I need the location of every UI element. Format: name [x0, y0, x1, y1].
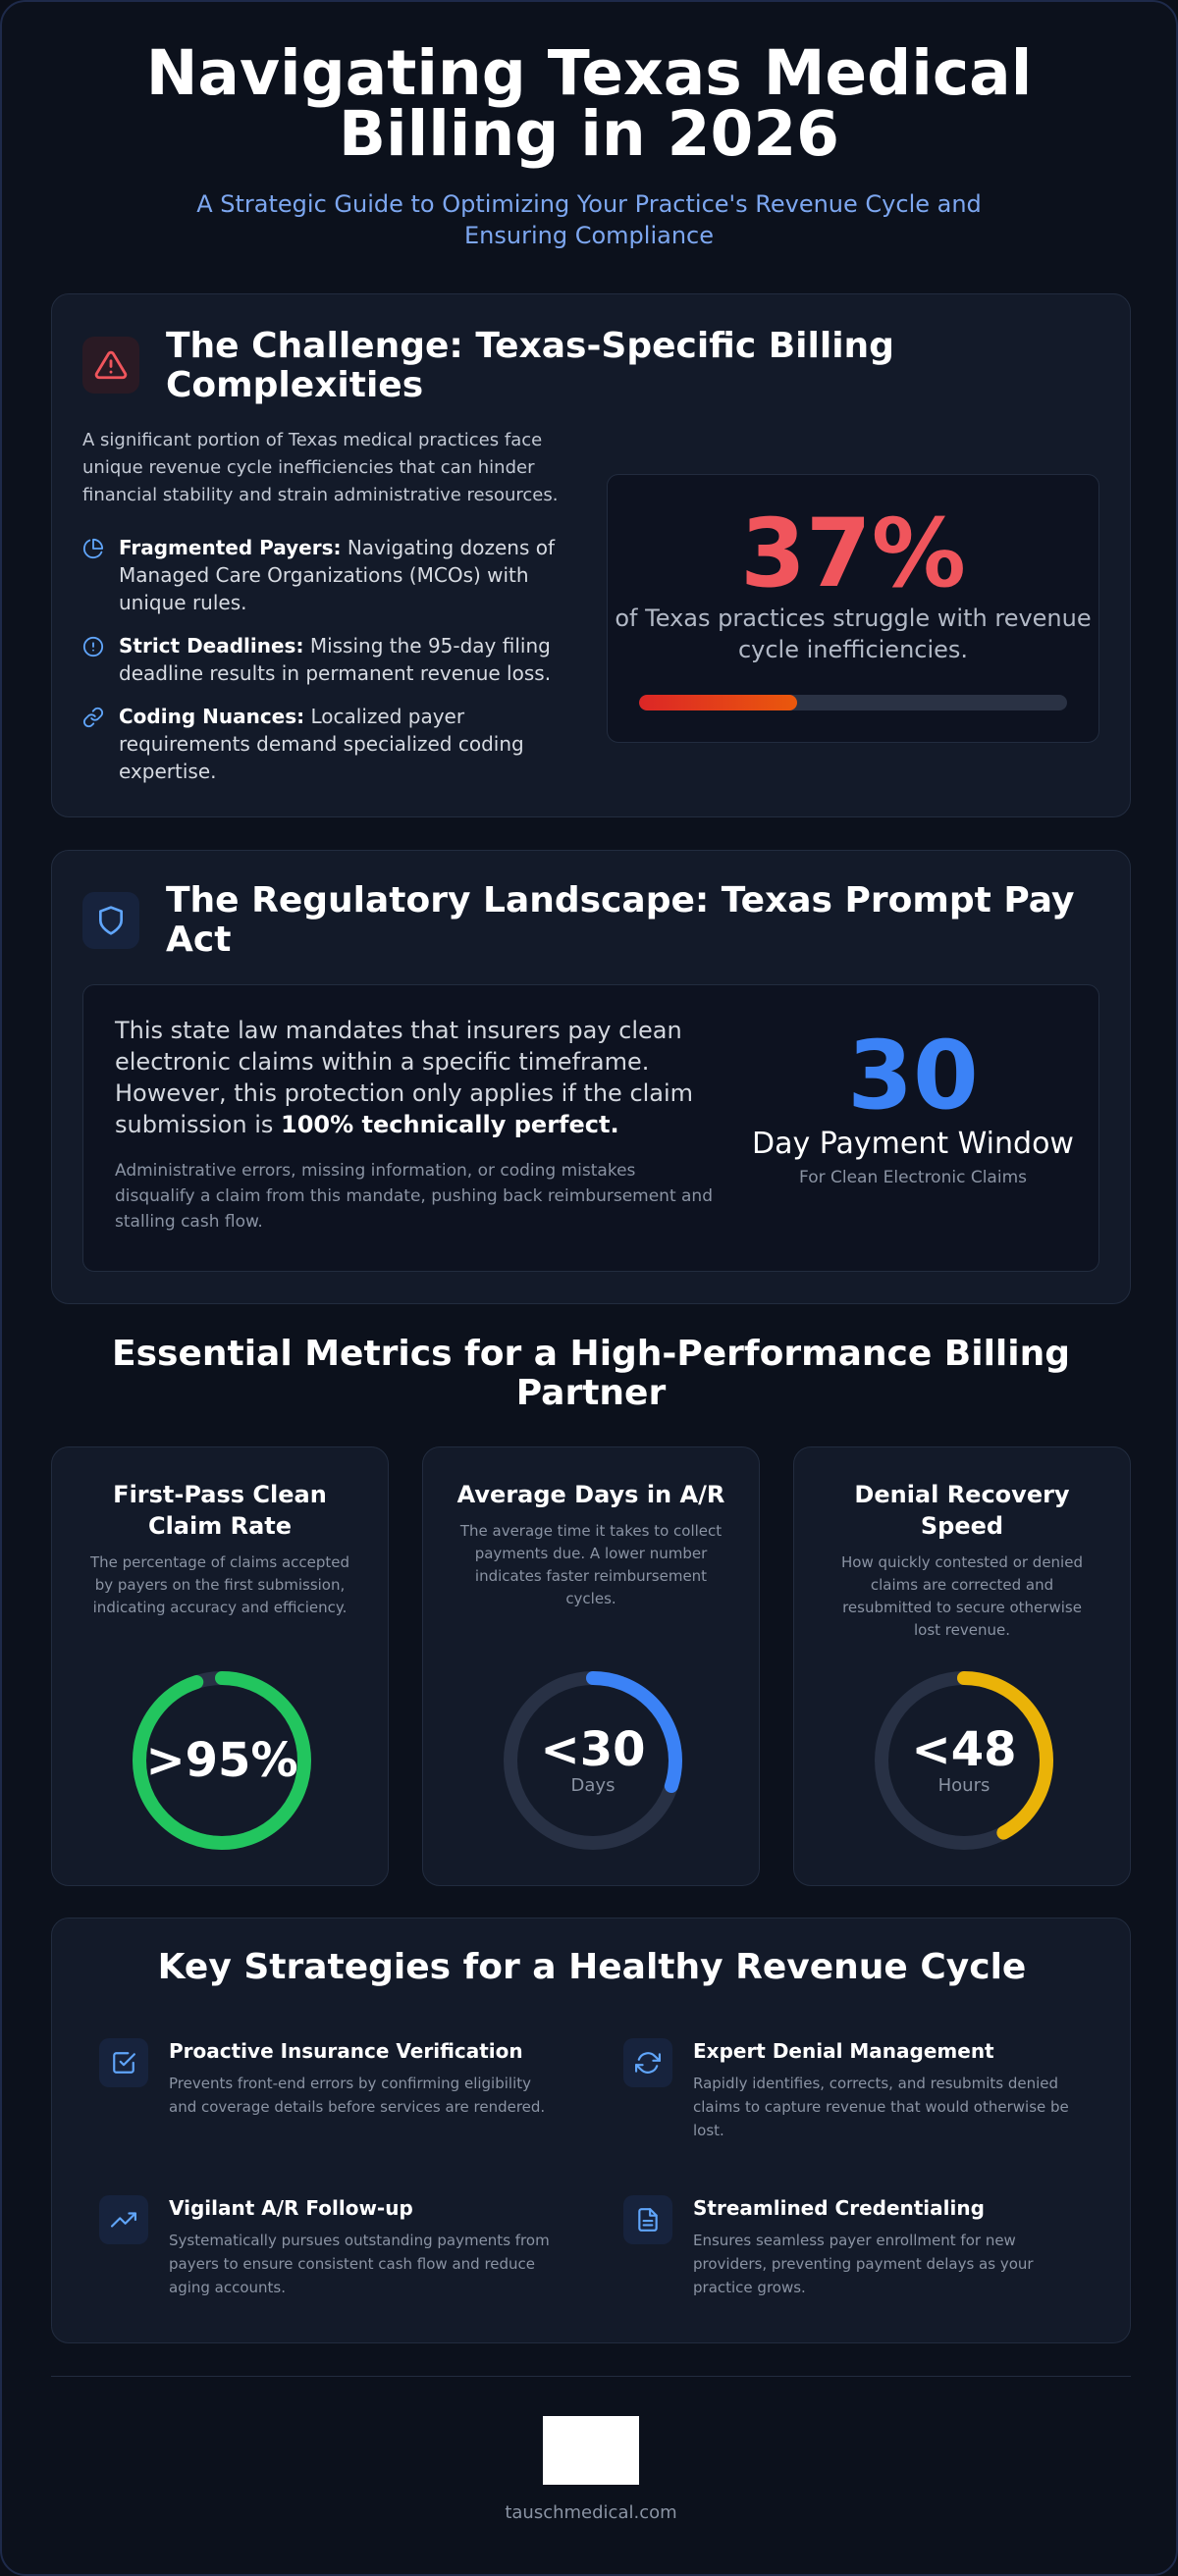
bullet-label: Coding Nuances:	[119, 705, 305, 728]
strategy-title: Streamlined Credentialing	[693, 2196, 985, 2220]
metric-value: <48	[911, 1722, 1017, 1777]
strategy-description: Ensures seamless payer enrollment for new providers, preventing payment delays as your practice grows.	[693, 2232, 1034, 2296]
strategy-description: Rapidly identifies, corrects, and resubmits denied claims to capture revenue that would otherwise be lost.	[693, 2075, 1069, 2139]
metric-title: Denial Recovery Speed	[854, 1481, 1070, 1540]
metric-card-clean-claim	[51, 1446, 389, 1886]
strategy-title: Proactive Insurance Verification	[169, 2039, 523, 2063]
challenge-progress-fill	[639, 695, 797, 710]
regulatory-main-bold: 100% technically perfect.	[281, 1111, 619, 1138]
document-icon	[623, 2195, 672, 2244]
list-item	[82, 534, 583, 616]
strategy-description: Systematically pursues outstanding payments from payers to ensure consistent cash flow and reduce aging accounts.	[169, 2232, 550, 2296]
metric-unit: Hours	[937, 1775, 991, 1796]
challenge-progress-bar	[639, 695, 1067, 710]
page-title: Navigating Texas Medical Billing in 2026	[145, 37, 1033, 170]
bullet-label: Fragmented Payers:	[119, 536, 342, 559]
regulatory-main-span: This state law mandates that insurers pay clean electronic claims within a specific timeframe. However, this protection only applies if the claim submission is	[115, 1017, 694, 1138]
regulatory-stat-label: Day Payment Window	[752, 1127, 1074, 1161]
metric-title: Average Days in A/R	[456, 1481, 725, 1508]
challenge-title: The Challenge: Texas-Specific Billing Complexities	[166, 326, 894, 405]
challenge-bullet-list	[82, 534, 583, 801]
regulatory-main-text	[115, 1015, 714, 1140]
metric-card-days-ar	[422, 1446, 760, 1886]
metric-description: The average time it takes to collect payments due. A lower number indicates faster reimbursement cycles.	[459, 1522, 723, 1607]
regulatory-stat-sub: For Clean Electronic Claims	[799, 1168, 1027, 1187]
strategies-heading: Key Strategies for a Healthy Revenue Cycle	[157, 1947, 1027, 1987]
challenge-card	[51, 293, 1131, 817]
regulatory-panel	[82, 984, 1099, 1272]
regulatory-card	[51, 850, 1131, 1304]
shield-icon	[82, 892, 139, 949]
trending-up-icon	[99, 2195, 148, 2244]
metric-gauge	[873, 1669, 1055, 1852]
link-icon	[82, 707, 104, 728]
regulatory-title: The Regulatory Landscape: Texas Prompt Pay Act	[166, 880, 1075, 960]
alert-circle-icon	[82, 636, 104, 657]
metric-description: How quickly contested or denied claims are corrected and resubmitted to secure otherwise lost revenue.	[841, 1553, 1083, 1639]
metrics-heading: Essential Metrics for a High-Performance Billing Partner	[112, 1334, 1070, 1413]
hero-header	[2, 2, 1176, 251]
challenge-stat-caption: of Texas practices struggle with revenue cycle inefficiencies.	[615, 605, 1092, 663]
bullet-text: Localized payer requirements demand specialized coding expertise.	[119, 705, 524, 783]
metric-gauge	[502, 1669, 684, 1852]
regulatory-stat-value: 30	[847, 1021, 979, 1130]
footer-url[interactable]: tauschmedical.com	[505, 2502, 677, 2523]
bullet-text: Missing the 95-day filing deadline results in permanent revenue loss.	[119, 634, 552, 685]
page-subtitle: A Strategic Guide to Optimizing Your Practice's Revenue Cycle and Ensuring Compliance	[196, 190, 982, 249]
metric-description: The percentage of claims accepted by payers on the first submission, indicating accuracy and efficiency.	[89, 1553, 350, 1616]
regulatory-stat	[751, 1021, 1075, 1189]
list-item	[82, 632, 583, 687]
regulatory-note: Administrative errors, missing information, or coding mistakes disqualify a claim from this mandate, pushing back reimbursement and stalling cash flow.	[115, 1161, 713, 1232]
bullet-text: Navigating dozens of Managed Care Organizations (MCOs) with unique rules.	[119, 536, 555, 614]
metric-title: First-Pass Clean Claim Rate	[113, 1481, 327, 1540]
metric-gauge	[131, 1669, 313, 1852]
metric-value: >95%	[145, 1733, 298, 1788]
checkbox-icon	[99, 2038, 148, 2087]
strategy-description: Prevents front-end errors by confirming eligibility and coverage details before services are rendered.	[169, 2075, 546, 2116]
challenge-stat-value: 37%	[740, 499, 966, 608]
metric-card-denial-recovery	[793, 1446, 1131, 1886]
strategy-title: Vigilant A/R Follow-up	[169, 2196, 413, 2220]
metric-unit: Days	[570, 1775, 616, 1796]
pie-chart-icon	[82, 538, 104, 559]
strategies-card	[51, 1918, 1131, 2343]
warning-triangle-icon	[82, 337, 139, 394]
metric-value: <30	[540, 1722, 646, 1777]
list-item	[82, 703, 583, 785]
strategy-title: Expert Denial Management	[693, 2039, 994, 2063]
refresh-icon	[623, 2038, 672, 2087]
footer-divider	[51, 2376, 1131, 2377]
logo	[543, 2416, 639, 2485]
challenge-stat-box	[607, 474, 1099, 743]
challenge-intro: A significant portion of Texas medical practices face unique revenue cycle inefficiencies that can hinder financial stability and strain administrative resources.	[82, 430, 559, 505]
bullet-label: Strict Deadlines:	[119, 634, 304, 657]
